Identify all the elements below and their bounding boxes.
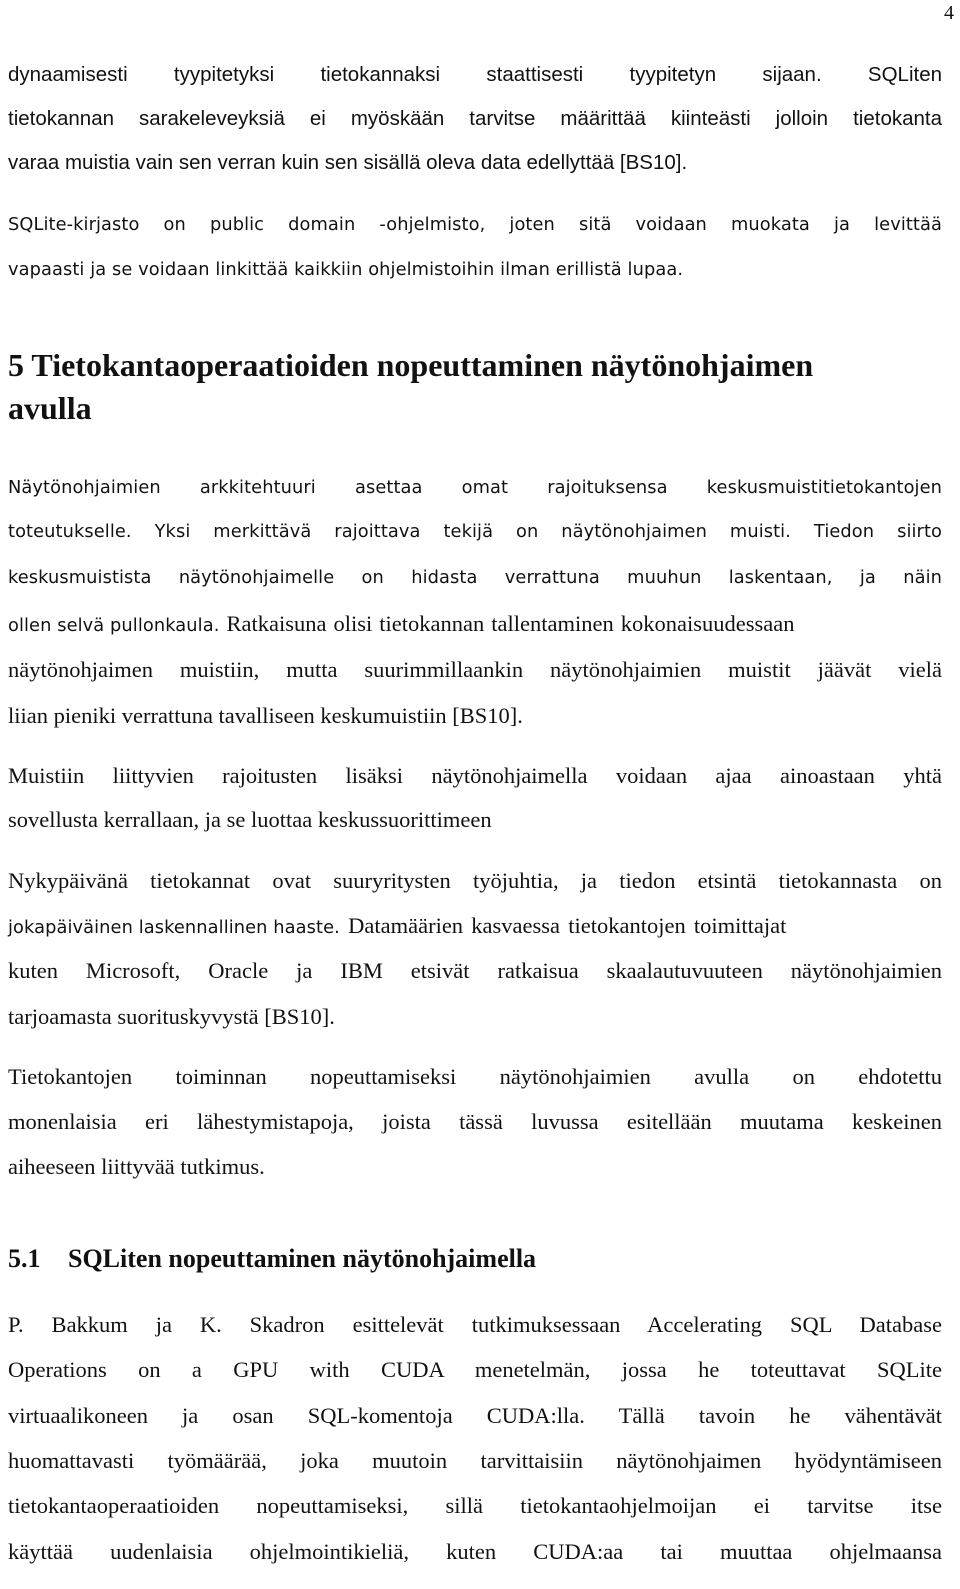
text-line: varaa muistia vain sen verran kuin sen sisällä oleva data edellyttää [BS10]. <box>8 151 688 174</box>
text-line: Muistiin liittyvien rajoitusten lisäksi näytönohjaimella voidaan ajaa ainoastaan yhtä <box>8 763 942 788</box>
text-line: käyttää uudenlaisia ohjelmointikieliä, kuten CUDA:aa tai muuttaa ohjelmaansa <box>8 1539 942 1564</box>
text-line: toteutukselle. Yksi merkittävä rajoittava tekijä on näytönohjaimen muisti. Tiedon siirto <box>8 521 942 542</box>
text-line: tietokantaoperaatioiden nopeuttamiseksi, sillä tietokantaohjelmoijan ei tarvitse itse <box>8 1493 942 1518</box>
text-line: liian pieniki verrattuna tavalliseen keskumuistiin [BS10]. <box>8 703 523 728</box>
text-line: vapaasti ja se voidaan linkittää kaikkiin ohjelmistoihin ilman erillistä lupaa. <box>8 259 684 280</box>
text-line: kuten Microsoft, Oracle ja IBM etsivät ratkaisua skaalautuvuuteen näytönohjaimien <box>8 958 942 983</box>
text-span: Ratkaisuna olisi tietokannan tallentaminen kokonaisuudessaan <box>219 611 795 636</box>
text-line: sovellusta kerrallaan, ja se luottaa keskussuorittimeen <box>8 807 492 832</box>
text-line: dynaamisesti tyypitetyksi tietokannaksi staattisesti tyypitetyn sijaan. SQLiten <box>8 63 942 86</box>
section-heading: 5 Tietokantaoperaatioiden nopeuttaminen näytönohjaimen <box>8 347 814 383</box>
text-line-mixed <box>8 609 942 639</box>
text-span: Datamäärien kasvaessa tietokantojen toimittajat <box>339 913 787 938</box>
text-line: virtuaalikoneen ja osan SQL-komentoja CUDA:lla. Tällä tavoin he vähentävät <box>8 1403 942 1428</box>
subsection-title: SQLiten nopeuttaminen näytönohjaimella <box>68 1244 537 1273</box>
text-span: ollen selvä pullonkaula. <box>8 615 220 636</box>
text-line: SQLite-kirjasto on public domain -ohjelmisto, joten sitä voidaan muokata ja levittää <box>8 214 942 235</box>
text-line: tarjoamasta suorituskyvystä [BS10]. <box>8 1004 335 1029</box>
text-line: tietokannan sarakeleveyksiä ei myöskään tarvitse määrittää kiinteästi jolloin tietokanta <box>8 107 942 130</box>
text-line: P. Bakkum ja K. Skadron esittelevät tutkimuksessaan Accelerating SQL Database <box>8 1312 942 1337</box>
text-line: monenlaisia eri lähestymistapoja, joista tässä luvussa esitellään muutama keskeinen <box>8 1109 942 1134</box>
text-line: näytönohjaimen muistiin, mutta suurimmillaankin näytönohjaimien muistit jäävät vielä <box>8 657 942 682</box>
subsection-number: 5.1 <box>8 1244 41 1273</box>
text-line: huomattavasti työmäärää, joka muutoin tarvittaisiin näytönohjaimen hyödyntämiseen <box>8 1448 942 1473</box>
text-line: Nykypäivänä tietokannat ovat suuryritysten työjuhtia, ja tiedon etsintä tietokannasta on <box>8 868 942 893</box>
text-line: Näytönohjaimien arkkitehtuuri asettaa omat rajoituksensa keskusmuistitietokantojen <box>8 477 942 498</box>
text-line: keskusmuistista näytönohjaimelle on hidasta verrattuna muuhun laskentaan, ja näin <box>8 567 942 588</box>
section-heading-continued: avulla <box>8 390 92 426</box>
page-number: 4 <box>944 2 954 24</box>
text-line-mixed <box>8 911 942 941</box>
text-line: Tietokantojen toiminnan nopeuttamiseksi näytönohjaimien avulla on ehdotettu <box>8 1064 942 1089</box>
text-line: Operations on a GPU with CUDA menetelmän, jossa he toteuttavat SQLite <box>8 1357 942 1382</box>
subsection-heading <box>8 1242 536 1276</box>
text-span: jokapäiväinen laskennallinen haaste. <box>8 917 340 938</box>
text-line: aiheeseen liittyvää tutkimus. <box>8 1154 265 1179</box>
